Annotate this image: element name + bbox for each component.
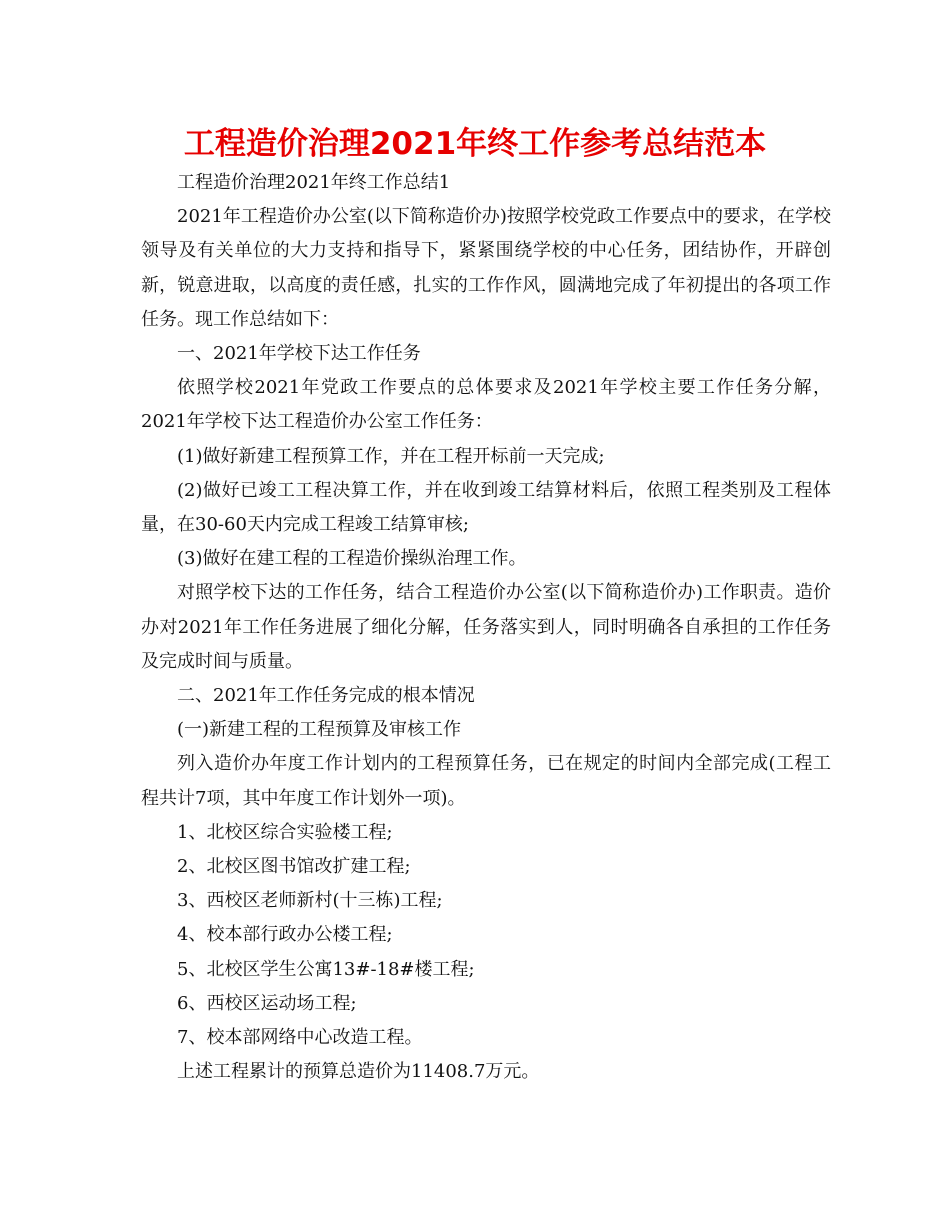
document-subtitle: 工程造价治理2021年终工作总结1	[177, 172, 451, 193]
project-item-6: 6、西校区运动场工程;	[177, 992, 357, 1014]
task-item-1: (1)做好新建工程预算工作，并在工程开标前一天完成;	[177, 445, 605, 467]
paragraph-task-breakdown: 对照学校下达的工作任务，结合工程造价办公室(以下简称造价办)工作职责。造价办对2021年工作任务进展了细化分解，任务落实到人，同时明确各自承担的工作任务及完成时间与质量。	[141, 582, 831, 672]
paragraph-budget-tasks: 列入造价办年度工作计划内的工程预算任务，已在规定的时间内全部完成(工程工程共计7项，其中年度工作计划外一项)。	[141, 753, 831, 809]
project-item-7: 7、校本部网络中心改造工程。	[177, 1027, 423, 1049]
document-body	[141, 166, 831, 1089]
subsection-heading-1: (一)新建工程的工程预算及审核工作	[177, 719, 462, 741]
section-heading-1: 一、2021年学校下达工作任务	[177, 343, 421, 365]
project-item-5: 5、北校区学生公寓13#-18#楼工程;	[177, 958, 475, 980]
paragraph-task-basis: 依照学校2021年党政工作要点的总体要求及2021年学校主要工作任务分解，2021年学校下达工程造价办公室工作任务：	[141, 377, 831, 433]
task-item-3: (3)做好在建工程的工程造价操纵治理工作。	[177, 548, 527, 570]
section-heading-2: 二、2021年工作任务完成的根本情况	[177, 685, 475, 707]
paragraph-intro: 2021年工程造价办公室(以下简称造价办)按照学校党政工作要点中的要求，在学校领导及有关单位的大力支持和指导下，紧紧围绕学校的中心任务，团结协作，开辟创新，锐意进取，以高度的责任感，扎实的工作作风，圆满地完成了年初提出的各项工作任务。现工作总结如下：	[141, 206, 831, 330]
task-item-2: (2)做好已竣工工程决算工作，并在收到竣工结算材料后，依照工程类别及工程体量，在30-60天内完成工程竣工结算审核;	[141, 479, 831, 536]
project-item-3: 3、西校区老师新村(十三栋)工程;	[177, 890, 443, 912]
project-item-4: 4、校本部行政办公楼工程;	[177, 924, 393, 946]
paragraph-total-cost: 上述工程累计的预算总造价为11408.7万元。	[177, 1061, 540, 1083]
project-item-2: 2、北校区图书馆改扩建工程;	[177, 856, 411, 878]
document-title: 工程造价治理2021年终工作参考总结范本	[183, 126, 767, 162]
project-item-1: 1、北校区综合实验楼工程;	[177, 821, 393, 843]
